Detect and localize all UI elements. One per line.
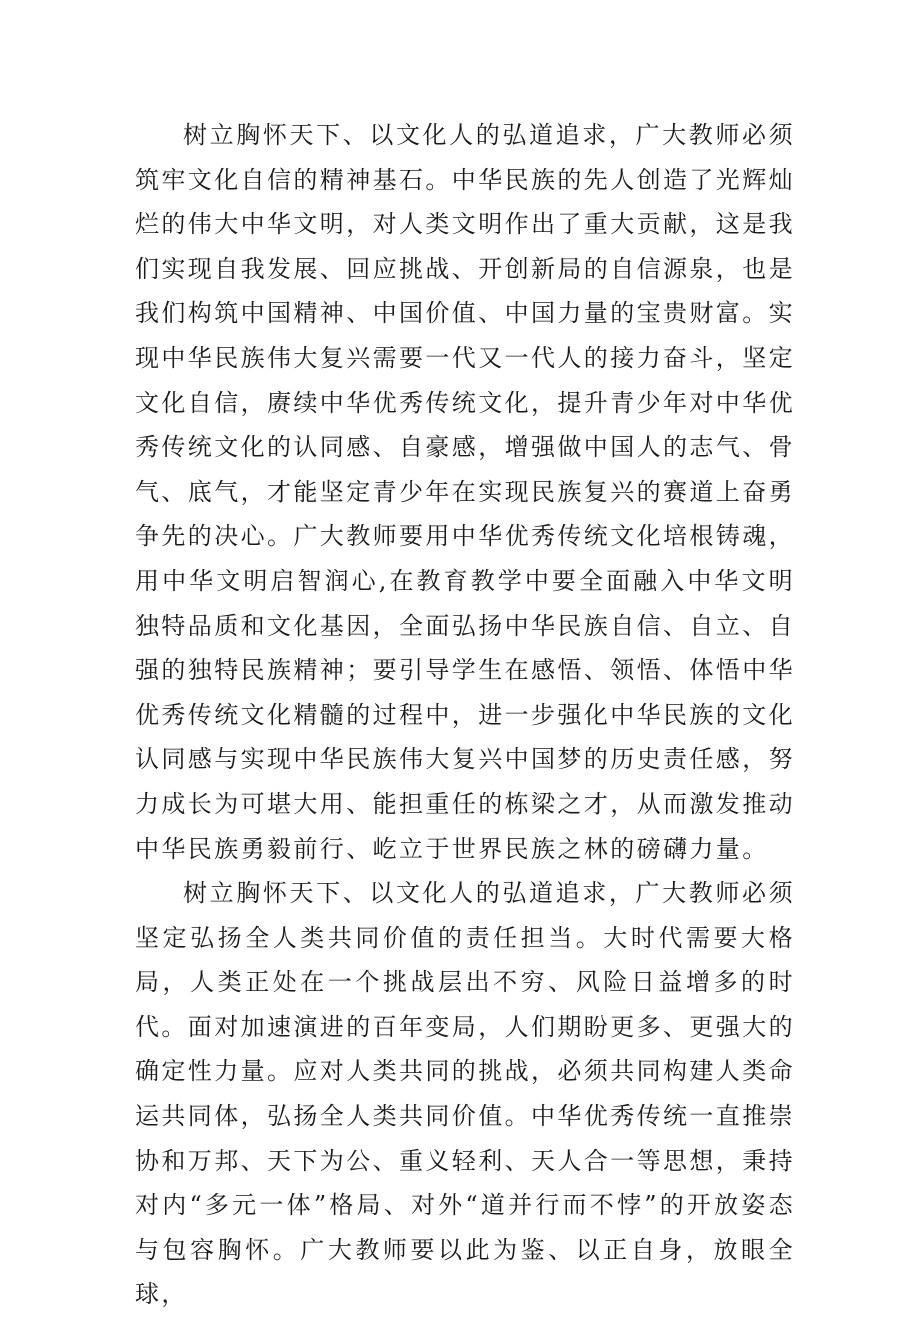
document-body	[135, 113, 795, 1317]
paragraph-common-values: 树立胸怀天下、以文化人的弘道追求，广大教师必须坚定弘扬全人类共同价值的责任担当。大时代需要大格局，人类正处在一个挑战层出不穷、风险日益增多的时代。面对加速演进的百年变局，人们期盼更多、更强大的确定性力量。应对人类共同的挑战，必须共同构建人类命运共同体，弘扬全人类共同价值。中华优秀传统一直推崇协和万邦、天下为公、重义轻利、天人合一等思想，秉持对内“多元一体”格局、对外“道并行而不悖”的开放姿态与包容胸怀。广大教师要以此为鉴、以正自身，放眼全球，	[135, 879, 795, 1309]
paragraph-cultural-confidence: 树立胸怀天下、以文化人的弘道追求，广大教师必须筑牢文化自信的精神基石。中华民族的先人创造了光辉灿烂的伟大中华文明，对人类文明作出了重大贡献，这是我们实现自我发展、回应挑战、开创新局的自信源泉，也是我们构筑中国精神、中国价值、中国力量的宝贵财富。实现中华民族伟大复兴需要一代又一代人的接力奋斗，坚定文化自信，赓续中华优秀传统文化，提升青少年对中华优秀传统文化的认同感、自豪感，增强做中国人的志气、骨气、底气，才能坚定青少年在实现民族复兴的赛道上奋勇争先的决心。广大教师要用中华优秀传统文化培根铸魂，用中华文明启智润心,在教育教学中要全面融入中华文明独特品质和文化基因，全面弘扬中华民族自信、自立、自强的独特民族精神；要引导学生在感悟、领悟、体悟中华优秀传统文化精髓的过程中，进一步强化中华民族的文化认同感与实现中华民族伟大复兴中国梦的历史责任感，努力成长为可堪大用、能担重任的栋梁之才，从而激发推动中华民族勇毅前行、屹立于世界民族之林的磅礴力量。	[135, 121, 795, 863]
